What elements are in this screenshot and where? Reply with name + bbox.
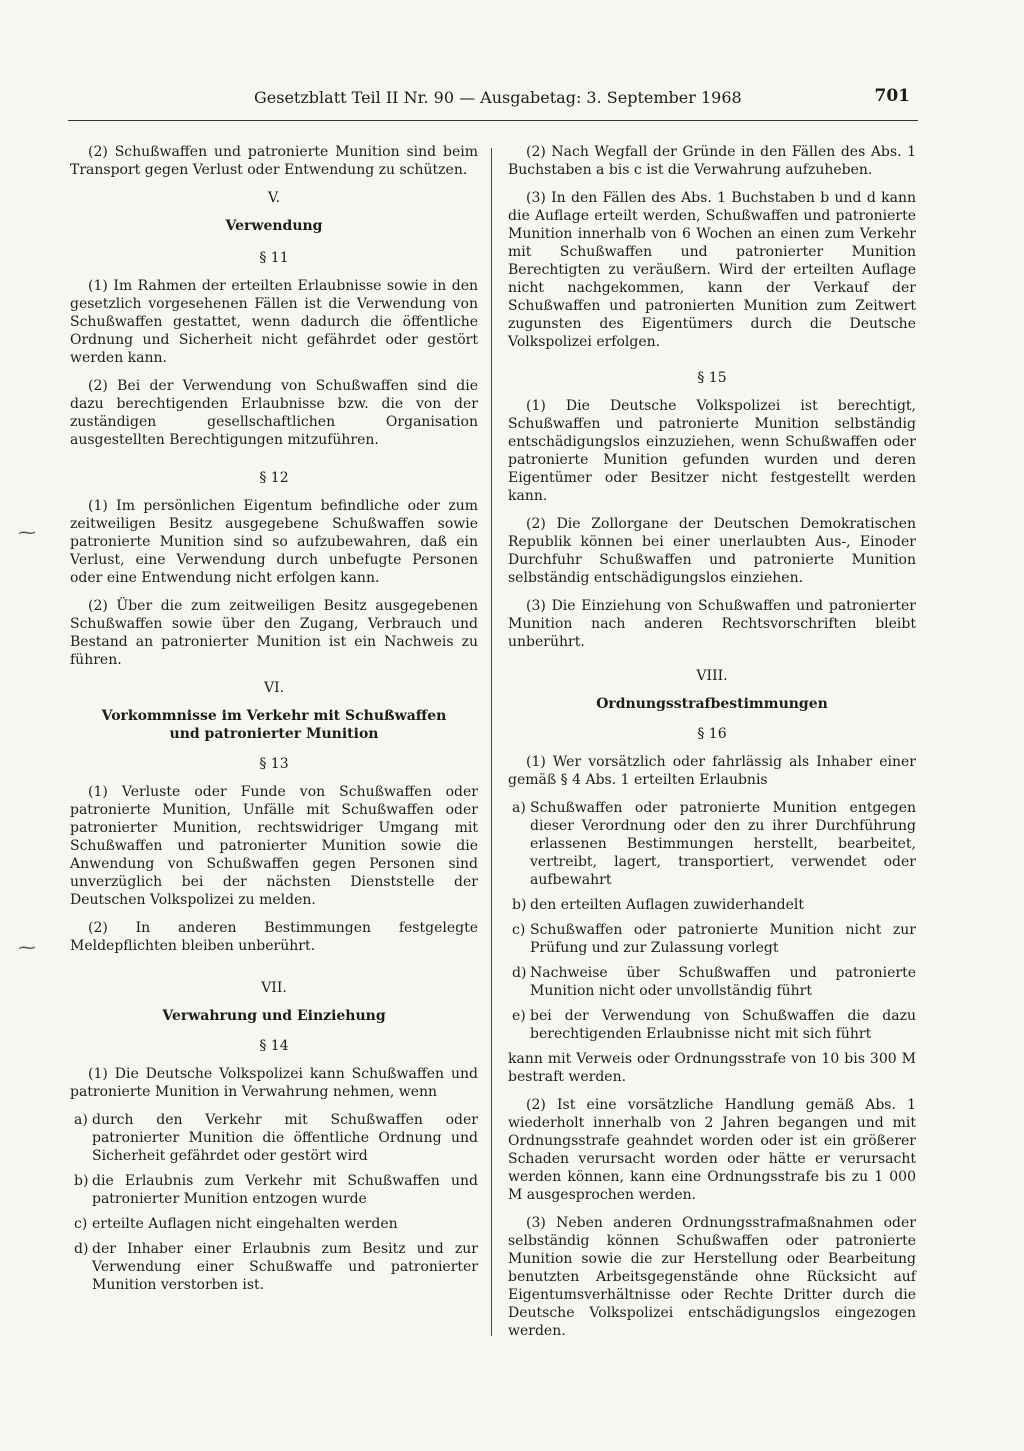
left-column <box>70 143 478 1301</box>
paragraph: (2) Ist eine vorsätzliche Handlung gemäß Abs. 1 wiederholt innerhalb von 2 Jahren begangen und mit Ordnungsstrafe geahndet worden oder ist ein größerer Schaden verursacht worden oder hätte er verursacht werden können, kann eine Ordnungsstrafe bis zu 1 000 M ausgesprochen werden. <box>508 1097 916 1203</box>
paragraph-sign: § 12 <box>259 470 289 486</box>
paragraph: (3) Neben anderen Ordnungsstrafmaßnahmen oder selbständig können Schußwaffen oder patronierte Munition sowie die zur Herstellung oder Bearbeitung benutzten Arbeitsgegenstände ohne Rücksicht auf Eigentumsverhältnisse oder Rechte Dritter durch die Deutsche Volkspolizei entschädigungslos eingezogen werden. <box>508 1215 916 1339</box>
paragraph-sign: § 16 <box>697 726 727 742</box>
list-item <box>508 921 916 957</box>
list-label: c) <box>74 1216 88 1232</box>
list-label: c) <box>512 922 526 938</box>
paragraph: (1) Wer vorsätzlich oder fahrlässig als Inhaber einer gemäß § 4 Abs. 1 erteilten Erlaubnis <box>508 754 916 788</box>
paragraph-sign: § 15 <box>697 370 727 386</box>
paragraph: kann mit Verweis oder Ordnungsstrafe von 10 bis 300 M bestraft werden. <box>508 1051 916 1085</box>
paragraph-sign: § 13 <box>259 756 289 772</box>
margin-mark: ⁓ <box>18 937 36 958</box>
paragraph: (2) Die Zollorgane der Deutschen Demokratischen Republik können bei einer unerlaubten Aus-, Einoder Durchfuhr Schußwaffen und patronierte Munition selbständig entschädigungslos einziehen. <box>508 516 916 586</box>
paragraph: (3) In den Fällen des Abs. 1 Buchstaben b und d kann die Auflage erteilt werden, Schußwaffen und patronierte Munition innerhalb von 6 Wochen an einen zum Verkehr mit Schußwaffen und patronierter Munition Berechtigten zu veräußern. Wird der erteilten Auflage nicht nachgekommen, kann der Verkauf der Schußwaffen und patronierten Munition zum Zeitwert zugunsten des Eigentümers durch die Deutsche Volkspolizei erfolgen. <box>508 190 916 350</box>
list-item <box>70 1111 478 1165</box>
list-text: Schußwaffen oder patronierte Munition entgegen dieser Verordnung oder den zu ihrer Durchführung erlassenen Bestimmungen herstellt, bearbeitet, vertreibt, lagert, transportiert, verwendet oder aufbewahrt <box>530 800 916 888</box>
paragraph: (1) Die Deutsche Volkspolizei kann Schußwaffen und patronierte Munition in Verwahrung nehmen, wenn <box>70 1066 478 1100</box>
list-item <box>70 1240 478 1294</box>
paragraph: (2) Bei der Verwendung von Schußwaffen sind die dazu berechtigenden Erlaubnisse bzw. die von der zuständigen gesellschaftlichen Organisation ausgestellten Berechtigungen mitzuführen. <box>70 378 478 448</box>
list-item <box>508 896 916 914</box>
header-title: Gesetzblatt Teil II Nr. 90 — Ausgabetag: 3. September 1968 <box>254 88 742 107</box>
list-text: der Inhaber einer Erlaubnis zum Besitz und zur Verwendung einer Schußwaffe und patronierter Munition verstorben ist. <box>92 1241 478 1293</box>
list-text: Schußwaffen oder patronierte Munition nicht zur Prüfung und zur Zulassung vorlegt <box>530 922 916 956</box>
list-text: Nachweise über Schußwaffen und patronierte Munition nicht oder unvollständig führt <box>530 965 916 999</box>
paragraph: (2) Über die zum zeitweiligen Besitz ausgegebenen Schußwaffen sowie über den Zugang, Verbrauch und Bestand an patronierter Munition ist ein Nachweis zu führen. <box>70 598 478 668</box>
list-item <box>508 1007 916 1043</box>
list-text: den erteilten Auflagen zuwiderhandelt <box>530 897 804 913</box>
paragraph: (1) Im Rahmen der erteilten Erlaubnisse sowie in den gesetzlich vorgesehenen Fällen ist die Verwendung von Schußwaffen gestattet, wenn dadurch die öffentliche Ordnung und Sicherheit nicht gefährdet oder gestört werden kann. <box>70 278 478 366</box>
list-label: a) <box>512 800 526 816</box>
list-label: b) <box>74 1173 89 1189</box>
list-text: erteilte Auflagen nicht eingehalten werden <box>92 1216 398 1232</box>
list-label: b) <box>512 897 527 913</box>
paragraph-sign: § 14 <box>259 1038 289 1054</box>
margin-mark: ⁓ <box>18 522 36 543</box>
section-number: VIII. <box>696 668 728 684</box>
paragraph: (2) Schußwaffen und patronierte Munition sind beim Transport gegen Verlust oder Entwendung zu schützen. <box>70 144 478 178</box>
right-column <box>508 143 916 1350</box>
paragraph-sign: § 11 <box>259 250 289 266</box>
section-number: VI. <box>263 680 285 696</box>
list-item <box>70 1215 478 1233</box>
section-title: Ordnungsstrafbestimmungen <box>596 696 828 712</box>
paragraph: (1) Im persönlichen Eigentum befindliche oder zum zeitweiligen Besitz ausgegebene Schußwaffen sowie patronierte Munition sind so aufzubewahren, daß ein Verlust, eine Verwendung durch unbefugte Personen oder eine Entwendung nicht erfolgen kann. <box>70 498 478 586</box>
section-title: Verwendung <box>225 218 323 234</box>
list-text: bei der Verwendung von Schußwaffen die dazu berechtigenden Erlaubnisse nicht mit sich führt <box>530 1008 916 1042</box>
list-item <box>508 964 916 1000</box>
section-title: Verwahrung und Einziehung <box>162 1008 386 1024</box>
section-title: Vorkommnisse im Verkehr mit Schußwaffen und patronierter Munition <box>101 708 447 742</box>
section-number: VII. <box>261 980 287 996</box>
list-label: d) <box>512 965 527 981</box>
header-rule <box>68 120 918 121</box>
paragraph: (1) Verluste oder Funde von Schußwaffen oder patronierte Munition, Unfälle mit Schußwaffen oder patronierter Munition, rechtswidriger Umgang mit Schußwaffen und patronierter Munition sowie die Anwendung von Schußwaffen gegen Personen sind unverzüglich bei der nächsten Dienststelle der Deutschen Volkspolizei zu melden. <box>70 784 478 908</box>
paragraph: (2) In anderen Bestimmungen festgelegte Meldepflichten bleiben unberührt. <box>70 920 478 954</box>
list-text: die Erlaubnis zum Verkehr mit Schußwaffen und patronierter Munition entzogen wurde <box>92 1173 478 1207</box>
column-divider <box>491 148 492 1336</box>
page-header <box>68 84 918 108</box>
paragraph: (1) Die Deutsche Volkspolizei ist berechtigt, Schußwaffen und patronierte Munition selbständig entschädigungslos einzuziehen, wenn Schußwaffen oder patronierte Munition gefunden wurden und deren Eigentümer oder Besitzer nicht festgestellt werden kann. <box>508 398 916 504</box>
list-item <box>70 1172 478 1208</box>
paragraph: (2) Nach Wegfall der Gründe in den Fällen des Abs. 1 Buchstaben a bis c ist die Verwahrung aufzuheben. <box>508 144 916 178</box>
list-item <box>508 799 916 889</box>
list-label: e) <box>512 1008 526 1024</box>
list-text: durch den Verkehr mit Schußwaffen oder patronierter Munition die öffentliche Ordnung und Sicherheit gefährdet oder gestört wird <box>92 1112 478 1164</box>
paragraph: (3) Die Einziehung von Schußwaffen und patronierter Munition nach anderen Rechtsvorschriften bleibt unberührt. <box>508 598 916 650</box>
list-label: a) <box>74 1112 88 1128</box>
section-number: V. <box>267 190 281 206</box>
page-number: 701 <box>874 86 910 106</box>
list-label: d) <box>74 1241 89 1257</box>
